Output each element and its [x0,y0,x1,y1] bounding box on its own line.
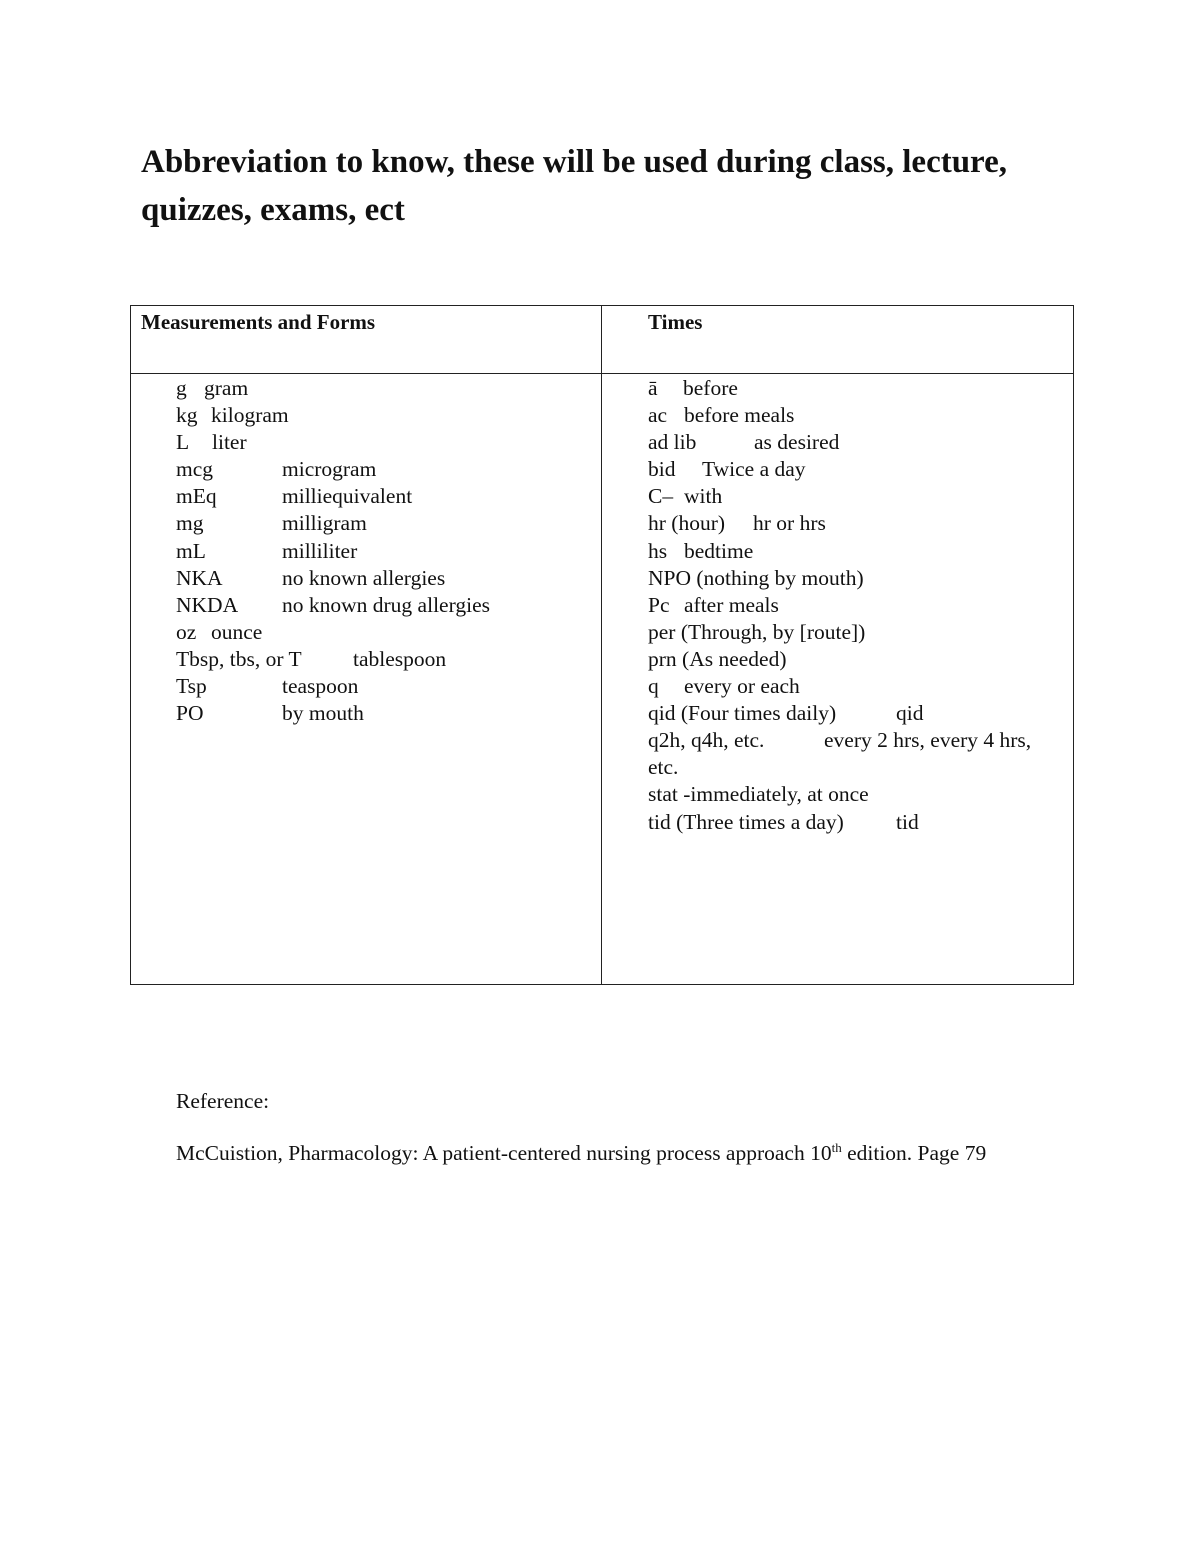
list-item [648,809,1058,836]
page-title: Abbreviation to know, these will be used during class, lecture, quizzes, exams, ect [141,144,1008,228]
abbreviation: NKA [176,565,223,590]
list-item [648,402,1058,429]
meaning: microgram [282,457,377,482]
meaning: by mouth [282,701,364,726]
abbreviation: prn (As needed) [648,646,787,671]
list-item [176,673,596,700]
list-item [176,510,596,537]
meaning: qid [896,701,924,726]
list-item [648,592,1058,619]
meaning: before meals [684,403,795,428]
abbreviation: ac [648,403,668,428]
abbreviation-table [130,305,1074,985]
list-item [176,375,596,402]
column-divider [601,306,602,984]
meaning: every or each [684,674,800,699]
measurements-list [176,375,596,727]
abbreviation: Tbsp, tbs, or T [176,646,302,671]
meaning: kilogram [211,403,289,428]
meaning: liter [212,430,247,455]
header-times: Times [648,310,703,334]
list-item [648,375,1058,402]
list-item [648,673,1058,700]
meaning: hr or hrs [753,511,826,536]
list-item [176,565,596,592]
abbreviation: PO [176,701,204,726]
abbreviation: mcg [176,457,214,482]
list-item [648,510,1058,537]
meaning: before [683,376,738,400]
list-item [648,646,1058,673]
abbreviation: ā [648,376,658,400]
list-item [648,781,1058,808]
list-item [176,700,596,727]
list-item [648,565,1058,592]
abbreviation: stat -immediately, at once [648,782,869,807]
abbreviation: C– [648,484,674,509]
list-item [648,619,1058,646]
list-item [176,429,596,456]
meaning: no known drug allergies [282,592,490,617]
abbreviation: oz [176,619,197,644]
abbreviation: hs [648,538,668,563]
meaning: tablespoon [353,646,447,671]
meaning: teaspoon [282,674,359,699]
list-item [176,483,596,510]
abbreviation: ad lib [648,430,697,455]
meaning: gram [204,376,249,400]
list-item [176,646,596,673]
abbreviation: g [176,376,187,400]
list-item [176,592,596,619]
list-item [176,402,596,429]
list-item [648,700,1058,727]
abbreviation: hr (hour) [648,511,726,536]
meaning: after meals [684,592,779,617]
abbreviation: L [176,430,190,455]
abbreviation: q2h, q4h, etc. [648,728,765,753]
abbreviation: qid (Four times daily) [648,701,837,726]
reference-label: Reference: [176,1089,270,1113]
abbreviation: Pc [648,592,670,617]
abbreviation: bid [648,457,676,482]
list-item [648,727,1058,781]
list-item [176,456,596,483]
meaning: bedtime [684,538,754,563]
citation-text-end: edition. Page 79 [841,1141,987,1165]
meaning: milliequivalent [282,484,413,509]
abbreviation: per (Through, by [route]) [648,619,866,644]
reference-citation [176,1138,1056,1168]
meaning: ounce [211,619,263,644]
abbreviation: mg [176,511,204,536]
citation-text: McCuistion, Pharmacology: A patient-centered nursing process approach 10 [176,1141,832,1165]
meaning: every 2 hrs, every 4 hrs, etc. [648,728,1032,780]
abbreviation: NPO (nothing by mouth) [648,565,864,590]
meaning: no known allergies [282,565,446,590]
meaning: with [684,484,723,509]
list-item [648,538,1058,565]
list-item [176,619,596,646]
meaning: tid [896,809,919,834]
meaning: milliliter [282,538,358,563]
abbreviation: Tsp [176,674,207,699]
meaning: Twice a day [702,457,806,482]
list-item [648,429,1058,456]
header-measurements: Measurements and Forms [141,310,376,334]
list-item [648,456,1058,483]
citation-superscript: th [831,1140,842,1155]
abbreviation: kg [176,403,198,428]
abbreviation: q [648,674,659,699]
abbreviation: mEq [176,484,217,509]
times-list [648,375,1058,836]
header-divider [131,373,1073,374]
list-item [176,538,596,565]
list-item [648,483,1058,510]
abbreviation: NKDA [176,592,239,617]
abbreviation: mL [176,538,206,563]
meaning: as desired [754,430,840,455]
abbreviation: tid (Three times a day) [648,809,844,834]
meaning: milligram [282,511,367,536]
